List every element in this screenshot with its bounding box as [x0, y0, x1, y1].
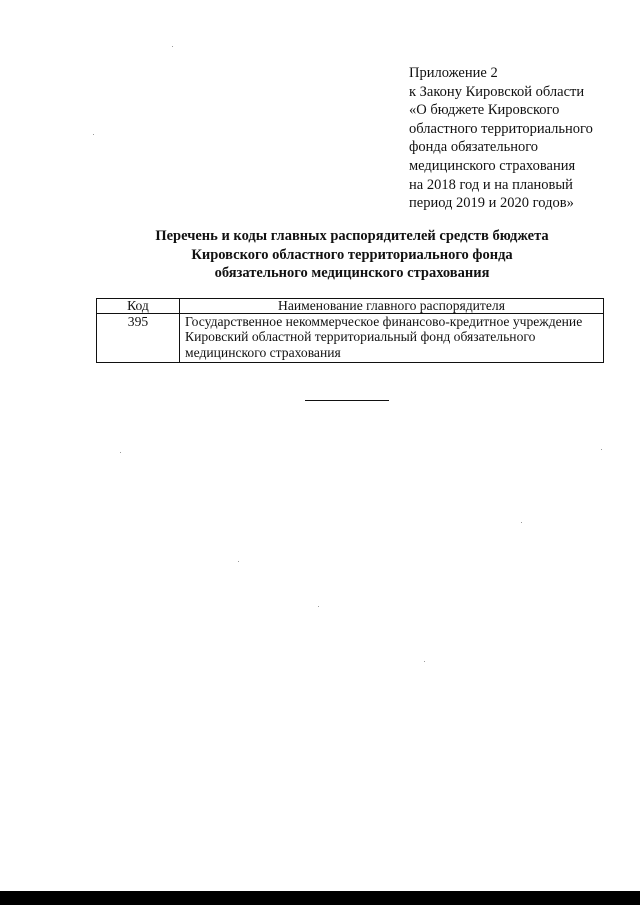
scan-speck	[318, 606, 319, 607]
annex-line: медицинского страхования	[409, 157, 576, 174]
name-cell	[180, 314, 604, 363]
table-header-row	[97, 299, 604, 314]
document-title	[90, 227, 614, 283]
scan-speck	[93, 134, 94, 135]
annex-line: на 2018 год и на плановый	[409, 176, 573, 193]
scan-speck	[172, 46, 173, 47]
name-cell-line: Государственное некоммерческое финансово-кредитное учреждение	[185, 314, 583, 329]
annex-line: период 2019 и 2020 годов»	[409, 195, 574, 212]
annex-line: фонда обязательного	[409, 139, 539, 156]
annex-line: к Закону Кировской области	[409, 83, 585, 100]
annex-line: областного территориального	[409, 120, 593, 137]
annex-line: Приложение 2	[409, 65, 498, 81]
scan-speck	[521, 522, 522, 523]
table-row	[97, 314, 604, 363]
name-cell-line: Кировский областной территориальный фонд обязательного	[185, 329, 536, 345]
title-line: Кировского областного территориального фонда	[191, 246, 513, 263]
annex-heading	[409, 64, 629, 213]
annex-line: «О бюджете Кировского	[409, 102, 560, 119]
end-separator-line	[305, 400, 389, 401]
administrators-table	[96, 298, 604, 363]
scan-speck	[120, 452, 121, 453]
scan-speck	[424, 661, 425, 662]
name-cell-line: медицинского страхования	[185, 344, 341, 360]
title-line: Перечень и коды главных распорядителей средств бюджета	[155, 228, 549, 244]
title-line: обязательного медицинского страхования	[214, 265, 490, 282]
code-cell: 395	[97, 314, 180, 363]
scan-bottom-edge	[0, 891, 640, 905]
scan-speck	[238, 561, 239, 562]
column-header-name: Наименование главного распорядителя	[180, 299, 604, 314]
scan-speck	[601, 449, 602, 450]
column-header-code: Код	[97, 299, 180, 314]
